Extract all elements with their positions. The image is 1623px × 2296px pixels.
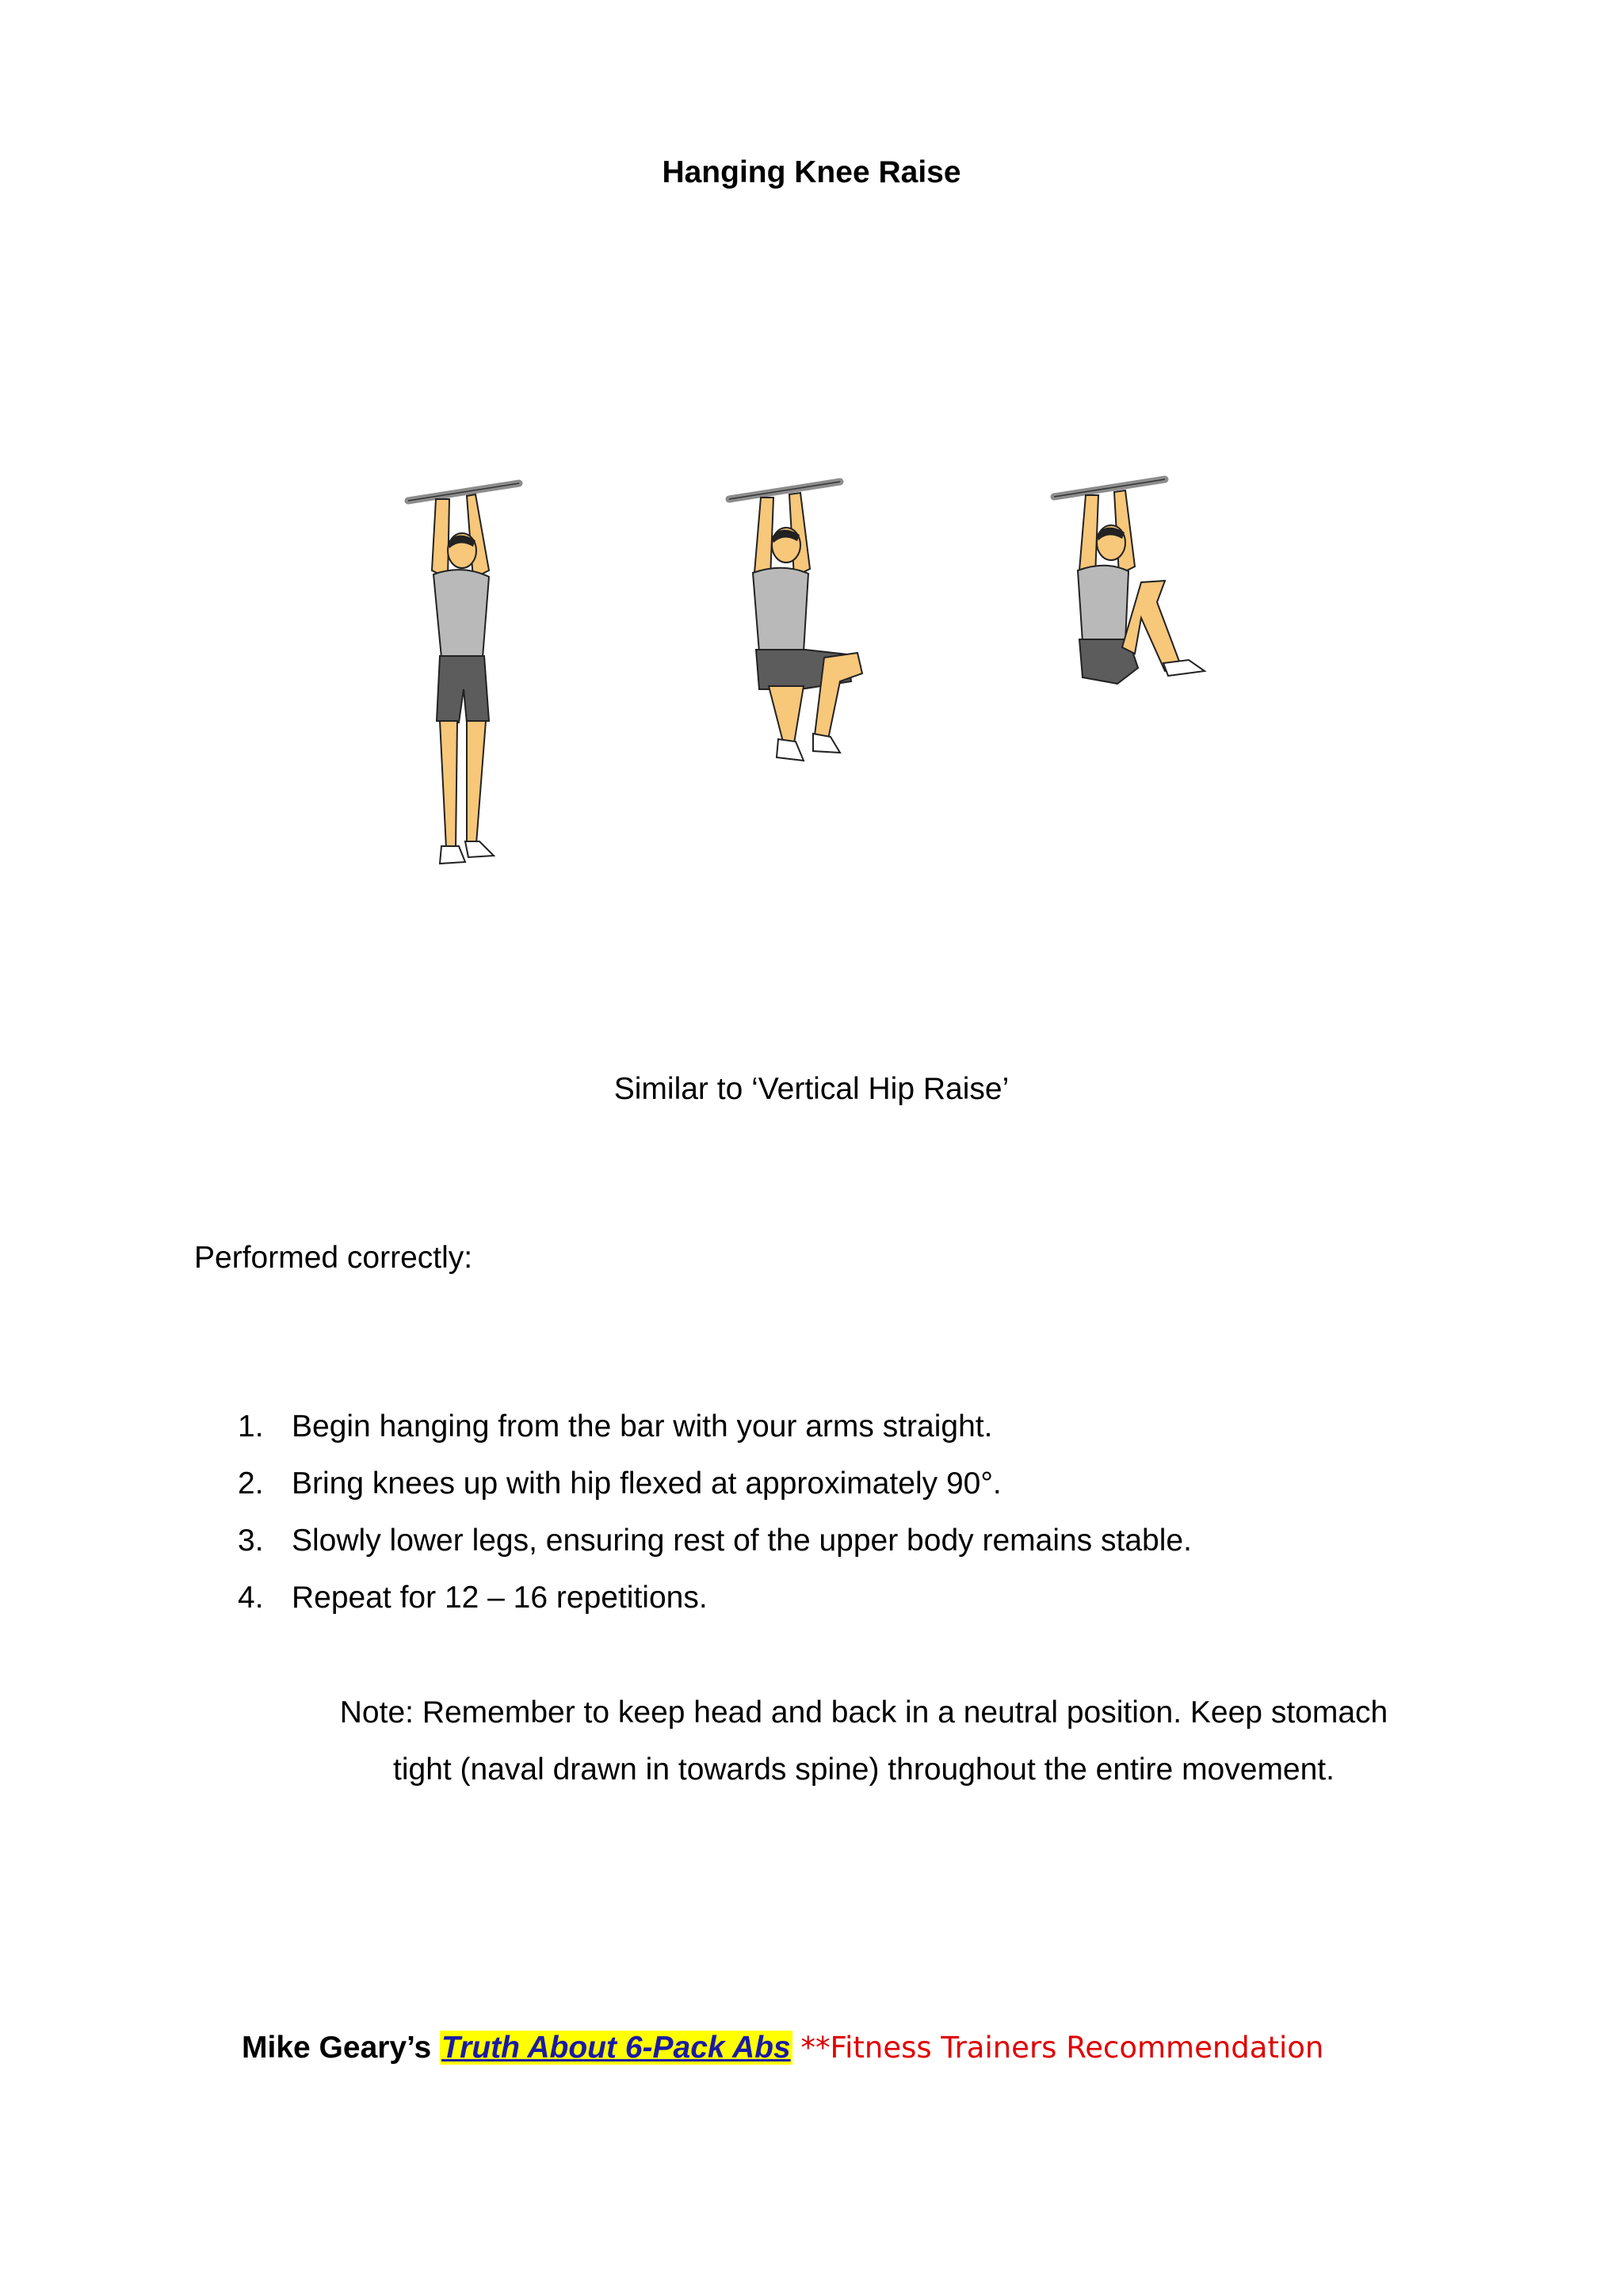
step-number: 4. [238, 1581, 264, 1615]
knees-raising-illustration [721, 466, 880, 783]
shorts [437, 656, 489, 723]
step-item [238, 1521, 1192, 1578]
step-text: Bring knees up with hip flexed at approximately 90°. [292, 1466, 1002, 1501]
instruction-steps [238, 1407, 1192, 1635]
shoes [1163, 660, 1205, 676]
trainer-recommendation: **Fitness Trainers Recommendation [800, 2031, 1324, 2065]
footer-promo [242, 2028, 1323, 2068]
shirt [753, 568, 808, 652]
step-item [238, 1578, 1192, 1635]
footer-brand: Mike Geary’s [242, 2031, 432, 2065]
note-line-2: tight (naval drawn in towards spine) throughout the entire movement. [393, 1753, 1335, 1787]
left-leg [440, 721, 457, 848]
step-text: Repeat for 12 – 16 repetitions. [292, 1581, 708, 1615]
form-note [293, 1684, 1434, 1798]
step-item [238, 1407, 1192, 1464]
step-number: 1. [238, 1409, 264, 1444]
step-number: 2. [238, 1466, 264, 1501]
figure-knees-up [1046, 463, 1236, 701]
performed-correctly-label: Performed correctly: [194, 1241, 473, 1275]
knees-up-illustration [1046, 463, 1236, 701]
page-title: Hanging Knee Raise [662, 155, 961, 189]
raised-leg-left [769, 686, 804, 743]
left-arm [432, 499, 449, 578]
left-shoe [440, 846, 465, 864]
figure-hanging-start [400, 467, 527, 879]
hanging-start-illustration [400, 467, 527, 879]
figure-knees-raising [721, 466, 880, 783]
step-text: Begin hanging from the bar with your arms straight. [292, 1409, 993, 1444]
step-text: Slowly lower legs, ensuring rest of the upper body remains stable. [292, 1524, 1192, 1558]
shirt [433, 570, 489, 658]
similar-exercise-note: Similar to ‘Vertical Hip Raise’ [613, 1072, 1010, 1106]
step-item [238, 1464, 1192, 1521]
shirt [1078, 566, 1128, 642]
left-arm [1079, 495, 1098, 576]
right-leg [467, 721, 486, 844]
step-number: 3. [238, 1524, 264, 1558]
truth-about-abs-link[interactable]: Truth About 6-Pack Abs [441, 2031, 791, 2065]
left-arm [754, 498, 773, 578]
right-shoe [465, 841, 494, 857]
right-shoe [813, 734, 840, 753]
note-line-1: Note: Remember to keep head and back in a neutral position. Keep stomach [339, 1695, 1388, 1730]
left-shoe [777, 739, 804, 761]
